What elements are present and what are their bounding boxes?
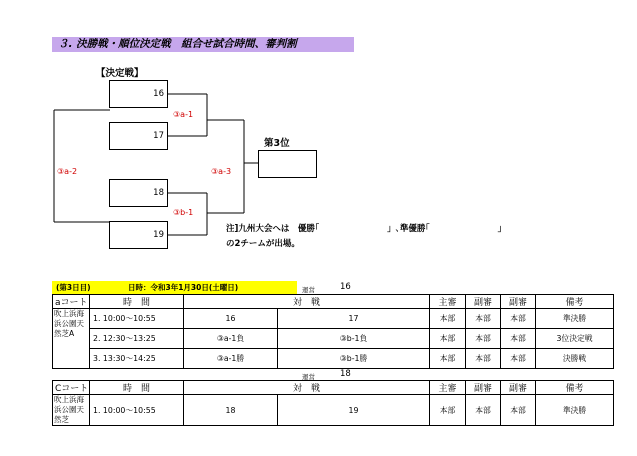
team1-cell: ③a-1負 xyxy=(184,329,278,349)
schedule-table-a xyxy=(52,294,614,369)
sub-ref-cell: 本部 xyxy=(501,395,536,426)
main-ref-cell: 本部 xyxy=(430,349,466,369)
manager-label: 運営 xyxy=(302,286,315,294)
time-cell: 1. 10:00～10:55 xyxy=(90,309,184,329)
table-header-row xyxy=(53,381,614,395)
sub-ref-cell: 本部 xyxy=(501,309,536,329)
seed-label: 17 xyxy=(153,131,164,141)
qualify-note: 注]九州大会へは 優勝｢ 」､準優勝｢ 」 xyxy=(226,224,507,234)
sub-ref-cell: 本部 xyxy=(466,309,501,329)
court-header: aコート xyxy=(53,295,90,309)
sub-ref-header: 副審 xyxy=(466,295,501,309)
seed-box-19 xyxy=(109,221,168,249)
team2-cell: ③b-1負 xyxy=(278,329,430,349)
note-cell: 準決勝 xyxy=(536,395,614,426)
team2-cell: 19 xyxy=(278,395,430,426)
seed-box-18 xyxy=(109,179,168,207)
match-label-a1: ③a-1 xyxy=(173,110,194,119)
day-label: (第3日目) xyxy=(56,283,91,292)
third-place-box xyxy=(258,150,317,178)
note-header: 備考 xyxy=(536,295,614,309)
sub-ref-cell: 本部 xyxy=(501,349,536,369)
sub-ref-cell: 本部 xyxy=(501,329,536,349)
note-cell: 決勝戦 xyxy=(536,349,614,369)
court-header: Cコート xyxy=(53,381,90,395)
match-header: 対 戦 xyxy=(184,381,430,395)
note-header: 備考 xyxy=(536,381,614,395)
sub-ref-cell: 本部 xyxy=(466,349,501,369)
match-label-b1: ③b-1 xyxy=(173,208,194,217)
main-ref-cell: 本部 xyxy=(430,309,466,329)
sub-ref-header: 副審 xyxy=(501,381,536,395)
match-header: 対 戦 xyxy=(184,295,430,309)
main-ref-cell: 本部 xyxy=(430,395,466,426)
page-title: ３. 決勝戦・順位決定戦 組合せ試合時間、審判割 xyxy=(58,38,297,50)
team1-cell: ③a-1勝 xyxy=(184,349,278,369)
seed-label: 18 xyxy=(153,188,164,198)
manager-number: 16 xyxy=(340,282,351,292)
sub-ref-cell: 本部 xyxy=(466,395,501,426)
seed-box-17 xyxy=(109,122,168,150)
seed-label: 19 xyxy=(153,230,164,240)
sub-ref-header: 副審 xyxy=(466,381,501,395)
qualify-note-2: の2チームが出場。 xyxy=(226,239,300,249)
time-cell: 3. 13:30～14:25 xyxy=(90,349,184,369)
venue-cell: 吹上浜海浜公園天然芝 xyxy=(53,395,90,426)
table-row xyxy=(53,395,614,426)
note-cell: 3位決定戦 xyxy=(536,329,614,349)
seed-box-16 xyxy=(109,80,168,108)
team2-cell: ③b-1勝 xyxy=(278,349,430,369)
venue-cell: 吹上浜海浜公園天然芝A xyxy=(53,309,90,369)
team2-cell: 17 xyxy=(278,309,430,329)
manager-label-2: 運営 xyxy=(302,373,315,381)
main-ref-header: 主審 xyxy=(430,381,466,395)
schedule-table-c xyxy=(52,380,614,426)
date-label: 日時：令和3年1月30日(土曜日) xyxy=(128,283,239,292)
time-header: 時 間 xyxy=(90,295,184,309)
match-label-a2: ③a-2 xyxy=(57,167,78,176)
time-cell: 1. 10:00～10:55 xyxy=(90,395,184,426)
sub-ref-header: 副審 xyxy=(501,295,536,309)
team1-cell: 18 xyxy=(184,395,278,426)
time-cell: 2. 12:30～13:25 xyxy=(90,329,184,349)
match-label-a3: ③a-3 xyxy=(211,167,232,176)
table-row xyxy=(53,349,614,369)
manager-number-2: 18 xyxy=(340,369,351,379)
table-row xyxy=(53,309,614,329)
main-ref-header: 主審 xyxy=(430,295,466,309)
seed-label: 16 xyxy=(153,89,164,99)
sub-ref-cell: 本部 xyxy=(466,329,501,349)
bracket-section-label: 【決定戦】 xyxy=(96,68,144,79)
main-ref-cell: 本部 xyxy=(430,329,466,349)
time-header: 時 間 xyxy=(90,381,184,395)
team1-cell: 16 xyxy=(184,309,278,329)
third-place-label: 第3位 xyxy=(264,138,290,149)
table-row xyxy=(53,329,614,349)
note-cell: 準決勝 xyxy=(536,309,614,329)
table-header-row xyxy=(53,295,614,309)
